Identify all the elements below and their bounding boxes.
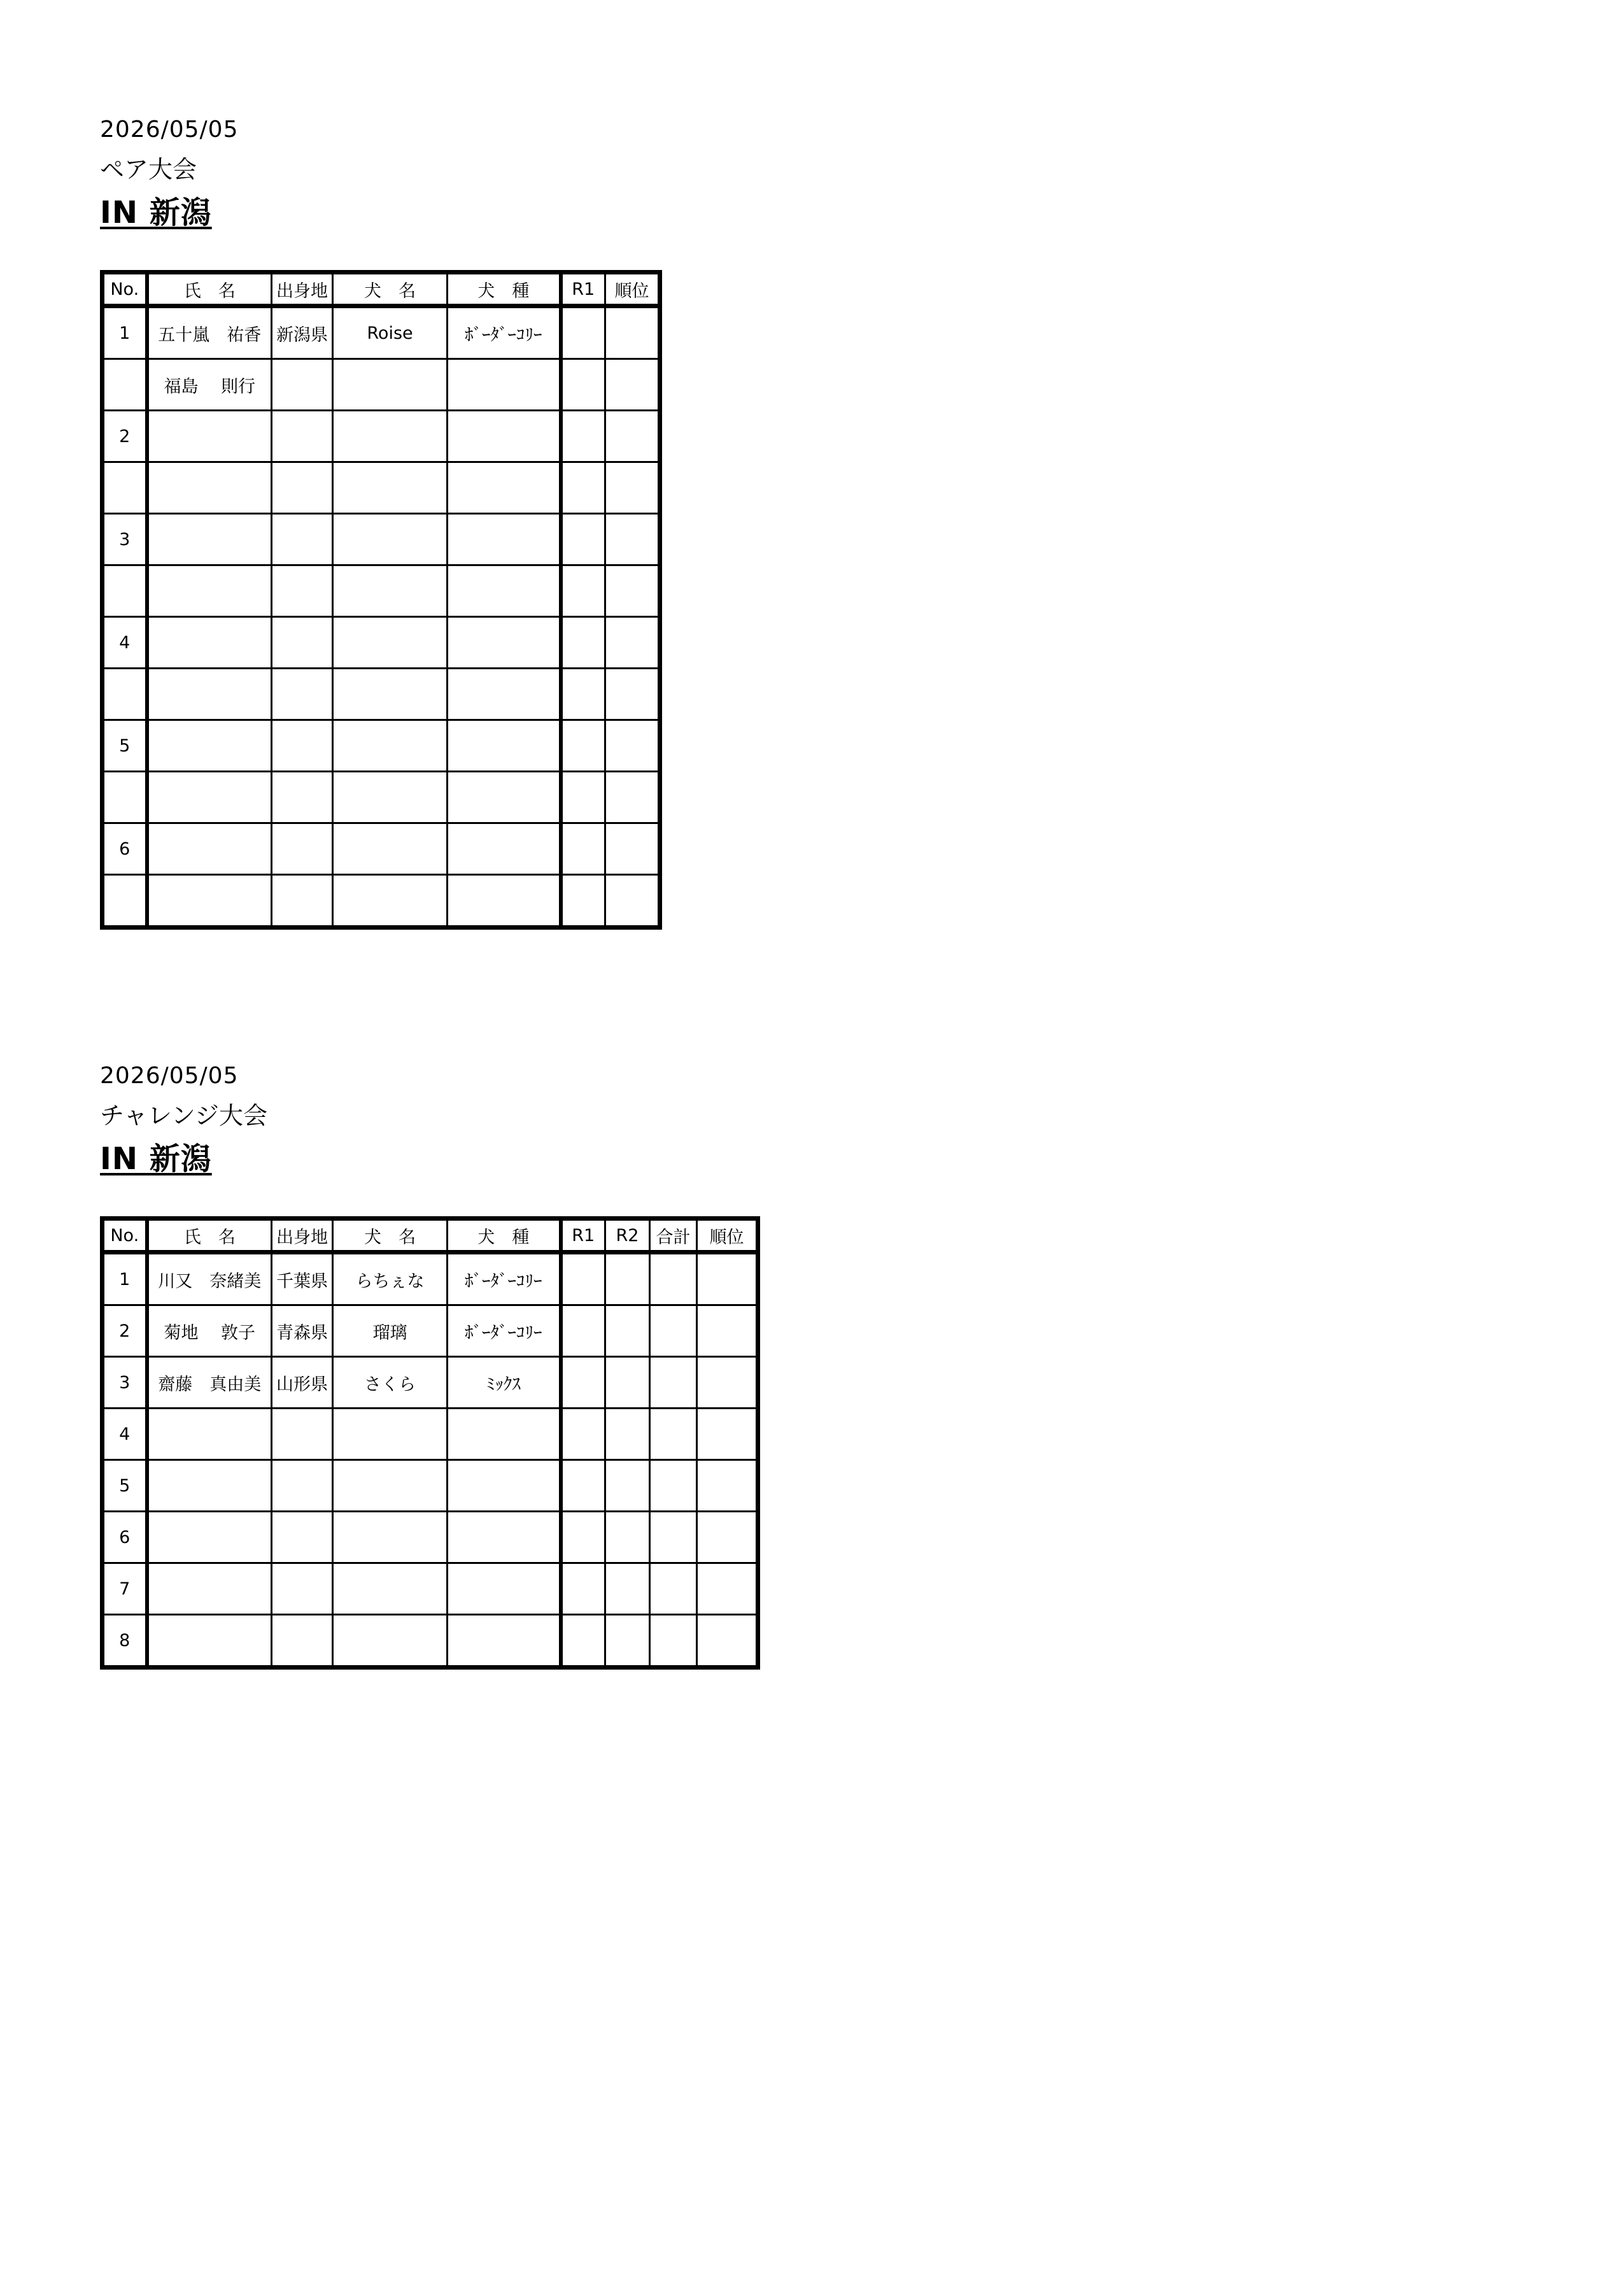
cell-r2 [605,1563,650,1615]
event-venue: IN 新潟 [100,1141,212,1177]
cell-name [147,565,272,617]
header-breed: 犬 種 [448,1219,561,1253]
cell-rank [697,1253,758,1305]
cell-breed [448,411,561,462]
cell-r1 [561,772,605,823]
cell-dog-name: 瑠璃 [333,1305,448,1357]
cell-r1 [561,669,605,720]
cell-name: 齋藤 真由美 [147,1357,272,1409]
pair-results-table [100,270,662,930]
cell-origin [272,1409,333,1460]
cell-total [650,1305,697,1357]
event-venue: IN 新潟 [100,195,212,231]
table-row [102,1305,758,1357]
header-rank: 順位 [605,273,660,306]
cell-no: 2 [102,1305,147,1357]
cell-name [147,411,272,462]
cell-rank [605,669,660,720]
header-breed: 犬 種 [448,273,561,306]
cell-origin [272,875,333,928]
cell-breed [448,565,561,617]
cell-r1 [561,617,605,669]
cell-breed [448,514,561,565]
cell-r1 [561,720,605,772]
cell-breed [448,1563,561,1615]
cell-origin [272,359,333,411]
cell-breed [448,1409,561,1460]
header-row [102,273,660,306]
cell-rank [605,875,660,928]
cell-rank [605,617,660,669]
cell-dog-name [333,514,448,565]
cell-breed: ﾎﾞｰﾀﾞｰｺﾘｰ [448,1253,561,1305]
cell-r1 [561,565,605,617]
cell-dog-name [333,1615,448,1668]
cell-total [650,1615,697,1668]
cell-no [102,565,147,617]
cell-rank [605,514,660,565]
table-row [102,1409,758,1460]
cell-dog-name [333,823,448,875]
cell-rank [605,772,660,823]
cell-no: 4 [102,617,147,669]
cell-no [102,669,147,720]
cell-rank [605,306,660,359]
cell-no: 6 [102,1512,147,1563]
header-total: 合計 [650,1219,697,1253]
header-dog-name: 犬 名 [333,273,448,306]
cell-name [147,669,272,720]
header-no: No. [102,1219,147,1253]
cell-dog-name: らちぇな [333,1253,448,1305]
cell-total [650,1460,697,1512]
cell-dog-name [333,772,448,823]
cell-breed [448,617,561,669]
cell-origin [272,1460,333,1512]
cell-no [102,462,147,514]
cell-no: 5 [102,1460,147,1512]
header-r2: R2 [605,1219,650,1253]
table-row [102,1563,758,1615]
cell-no: 6 [102,823,147,875]
cell-origin [272,1512,333,1563]
cell-rank [605,462,660,514]
cell-rank [697,1409,758,1460]
cell-r1 [561,1563,605,1615]
cell-r2 [605,1253,650,1305]
cell-dog-name: Roise [333,306,448,359]
cell-no [102,359,147,411]
cell-r2 [605,1615,650,1668]
cell-r1 [561,875,605,928]
cell-rank [605,411,660,462]
challenge-results-table [100,1216,760,1670]
cell-no: 3 [102,1357,147,1409]
cell-no: 4 [102,1409,147,1460]
cell-r1 [561,1409,605,1460]
cell-origin [272,514,333,565]
table-row [102,669,660,720]
cell-dog-name [333,462,448,514]
cell-total [650,1409,697,1460]
table-row [102,1615,758,1668]
cell-breed [448,1615,561,1668]
header-no: No. [102,273,147,306]
cell-no: 2 [102,411,147,462]
header-origin: 出身地 [272,1219,333,1253]
cell-rank [605,565,660,617]
challenge-section [100,1062,760,1670]
header-name: 氏 名 [147,1219,272,1253]
cell-name [147,823,272,875]
cell-dog-name [333,1460,448,1512]
cell-name [147,1512,272,1563]
table-row [102,1253,758,1305]
cell-breed: ﾐｯｸｽ [448,1357,561,1409]
cell-rank [697,1563,758,1615]
table-row [102,462,660,514]
cell-dog-name [333,875,448,928]
table-row [102,875,660,928]
header-name: 氏 名 [147,273,272,306]
cell-dog-name [333,720,448,772]
cell-rank [697,1460,758,1512]
cell-no: 1 [102,1253,147,1305]
cell-dog-name [333,565,448,617]
cell-origin [272,617,333,669]
cell-rank [605,823,660,875]
cell-origin [272,462,333,514]
cell-rank [697,1512,758,1563]
event-date: 2026/05/05 [100,1063,239,1089]
cell-origin [272,823,333,875]
cell-origin: 青森県 [272,1305,333,1357]
table-row [102,1357,758,1409]
cell-breed: ﾎﾞｰﾀﾞｰｺﾘｰ [448,1305,561,1357]
cell-breed [448,1460,561,1512]
cell-total [650,1563,697,1615]
table-row [102,306,660,359]
cell-origin [272,720,333,772]
cell-name [147,1615,272,1668]
table-row [102,411,660,462]
cell-breed [448,359,561,411]
event-title: チャレンジ大会 [100,1102,267,1130]
cell-breed [448,823,561,875]
cell-dog-name [333,411,448,462]
cell-name [147,1409,272,1460]
cell-dog-name [333,1563,448,1615]
cell-dog-name [333,1409,448,1460]
cell-name [147,514,272,565]
cell-origin [272,411,333,462]
cell-dog-name [333,669,448,720]
cell-breed [448,1512,561,1563]
event-title: ペア大会 [100,155,197,183]
event-date: 2026/05/05 [100,117,239,143]
cell-no: 8 [102,1615,147,1668]
cell-name [147,462,272,514]
cell-origin [272,565,333,617]
cell-origin [272,772,333,823]
table-row [102,514,660,565]
cell-breed [448,669,561,720]
cell-r1 [561,1460,605,1512]
cell-no [102,875,147,928]
table-row [102,772,660,823]
header-dog-name: 犬 名 [333,1219,448,1253]
cell-total [650,1253,697,1305]
table-row [102,565,660,617]
cell-r1 [561,306,605,359]
cell-breed [448,462,561,514]
cell-dog-name [333,359,448,411]
pair-section [100,116,662,930]
cell-origin: 山形県 [272,1357,333,1409]
cell-r1 [561,514,605,565]
cell-r2 [605,1460,650,1512]
header-rank: 順位 [697,1219,758,1253]
cell-name: 福島 則行 [147,359,272,411]
table-row [102,617,660,669]
cell-r1 [561,1357,605,1409]
cell-breed [448,720,561,772]
cell-r1 [561,1512,605,1563]
header-r1: R1 [561,273,605,306]
cell-no: 7 [102,1563,147,1615]
table-row [102,823,660,875]
table-row [102,359,660,411]
cell-name [147,772,272,823]
cell-breed: ﾎﾞｰﾀﾞｰｺﾘｰ [448,306,561,359]
cell-name: 川又 奈緒美 [147,1253,272,1305]
cell-name: 菊地 敦子 [147,1305,272,1357]
cell-rank [697,1357,758,1409]
cell-no: 5 [102,720,147,772]
cell-no [102,772,147,823]
cell-origin [272,1563,333,1615]
cell-r2 [605,1357,650,1409]
header-origin: 出身地 [272,273,333,306]
cell-name [147,1460,272,1512]
cell-total [650,1357,697,1409]
cell-dog-name: さくら [333,1357,448,1409]
cell-dog-name [333,617,448,669]
cell-r2 [605,1305,650,1357]
cell-name: 五十嵐 祐香 [147,306,272,359]
cell-no: 3 [102,514,147,565]
cell-r2 [605,1409,650,1460]
cell-total [650,1512,697,1563]
cell-rank [697,1305,758,1357]
cell-no: 1 [102,306,147,359]
cell-name [147,875,272,928]
cell-rank [605,359,660,411]
cell-r1 [561,411,605,462]
cell-origin [272,669,333,720]
cell-rank [605,720,660,772]
cell-r1 [561,1253,605,1305]
cell-r1 [561,359,605,411]
cell-breed [448,772,561,823]
cell-r2 [605,1512,650,1563]
cell-r1 [561,1305,605,1357]
table-row [102,1512,758,1563]
cell-name [147,720,272,772]
table-row [102,720,660,772]
cell-rank [697,1615,758,1668]
cell-origin: 新潟県 [272,306,333,359]
cell-origin [272,1615,333,1668]
cell-name [147,1563,272,1615]
cell-r1 [561,1615,605,1668]
cell-origin: 千葉県 [272,1253,333,1305]
cell-dog-name [333,1512,448,1563]
header-row [102,1219,758,1253]
cell-name [147,617,272,669]
cell-breed [448,875,561,928]
header-r1: R1 [561,1219,605,1253]
cell-r1 [561,462,605,514]
cell-r1 [561,823,605,875]
table-row [102,1460,758,1512]
